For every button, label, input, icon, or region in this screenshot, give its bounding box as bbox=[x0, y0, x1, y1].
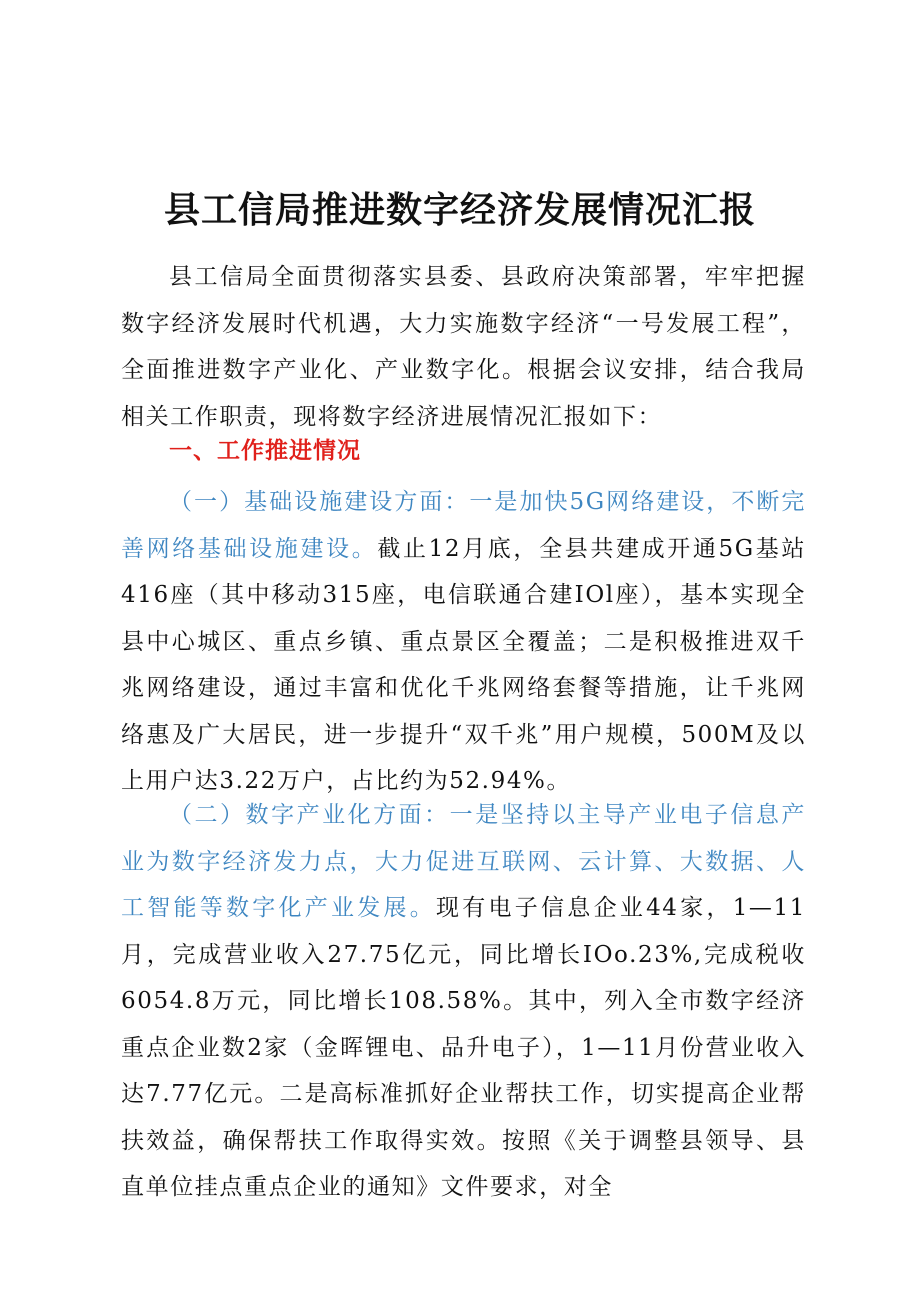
paragraph-lead-digital-industrialization: （二）数字产业化方面：一是坚持以主导产业电子信息产业为数字经济发力点，大力促进互联网、云计算、大数据、人工智能等数字化产业发展。 bbox=[121, 802, 806, 921]
paragraph-infrastructure bbox=[121, 479, 806, 805]
paragraph-body-infrastructure: 截止12月底，全县共建成开通5G基站416座（其中移动315座，电信联通合建IOl座），基本实现全县中心城区、重点乡镇、重点景区全覆盖；二是积极推进双千兆网络建设，通过丰富和优化千兆网络套餐等措施，让千兆网络惠及广大居民，进一步提升“双千兆”用户规模，500M及以上用户达3.22万户，占比约为52.94%。 bbox=[121, 535, 807, 794]
paragraph-body-digital-industrialization: 现有电子信息企业44家，1—11月，完成营业收入27.75亿元，同比增长IOo.23%,完成税收6054.8万元，同比增长108.58%。其中，列入全市数字经济重点企业数2家（金晖锂电、品升电子），1—11月份营业收入达7.77亿元。二是高标准抓好企业帮扶工作，切实提高企业帮扶效益，确保帮扶工作取得实效。按照《关于调整县领导、县直单位挂点重点企业的通知》文件要求，对全 bbox=[121, 895, 806, 1200]
document-title: 县工信局推进数字经济发展情况汇报 bbox=[163, 190, 756, 232]
section-heading-work-progress: 一、工作推进情况 bbox=[169, 438, 361, 464]
paragraph-lead-infrastructure: （一）基础设施建设方面：一是加快5G网络建设，不断完善网络基础设施建设。 bbox=[121, 489, 806, 562]
intro-paragraph: 县工信局全面贯彻落实县委、县政府决策部署，牢牢把握数字经济发展时代机遇，大力实施数字经济“一号发展工程”，全面推进数字产业化、产业数字化。根据会议安排，结合我局相关工作职责，现将数字经济进展情况汇报如下： bbox=[121, 264, 806, 430]
paragraph-digital-industrialization bbox=[121, 792, 806, 1211]
